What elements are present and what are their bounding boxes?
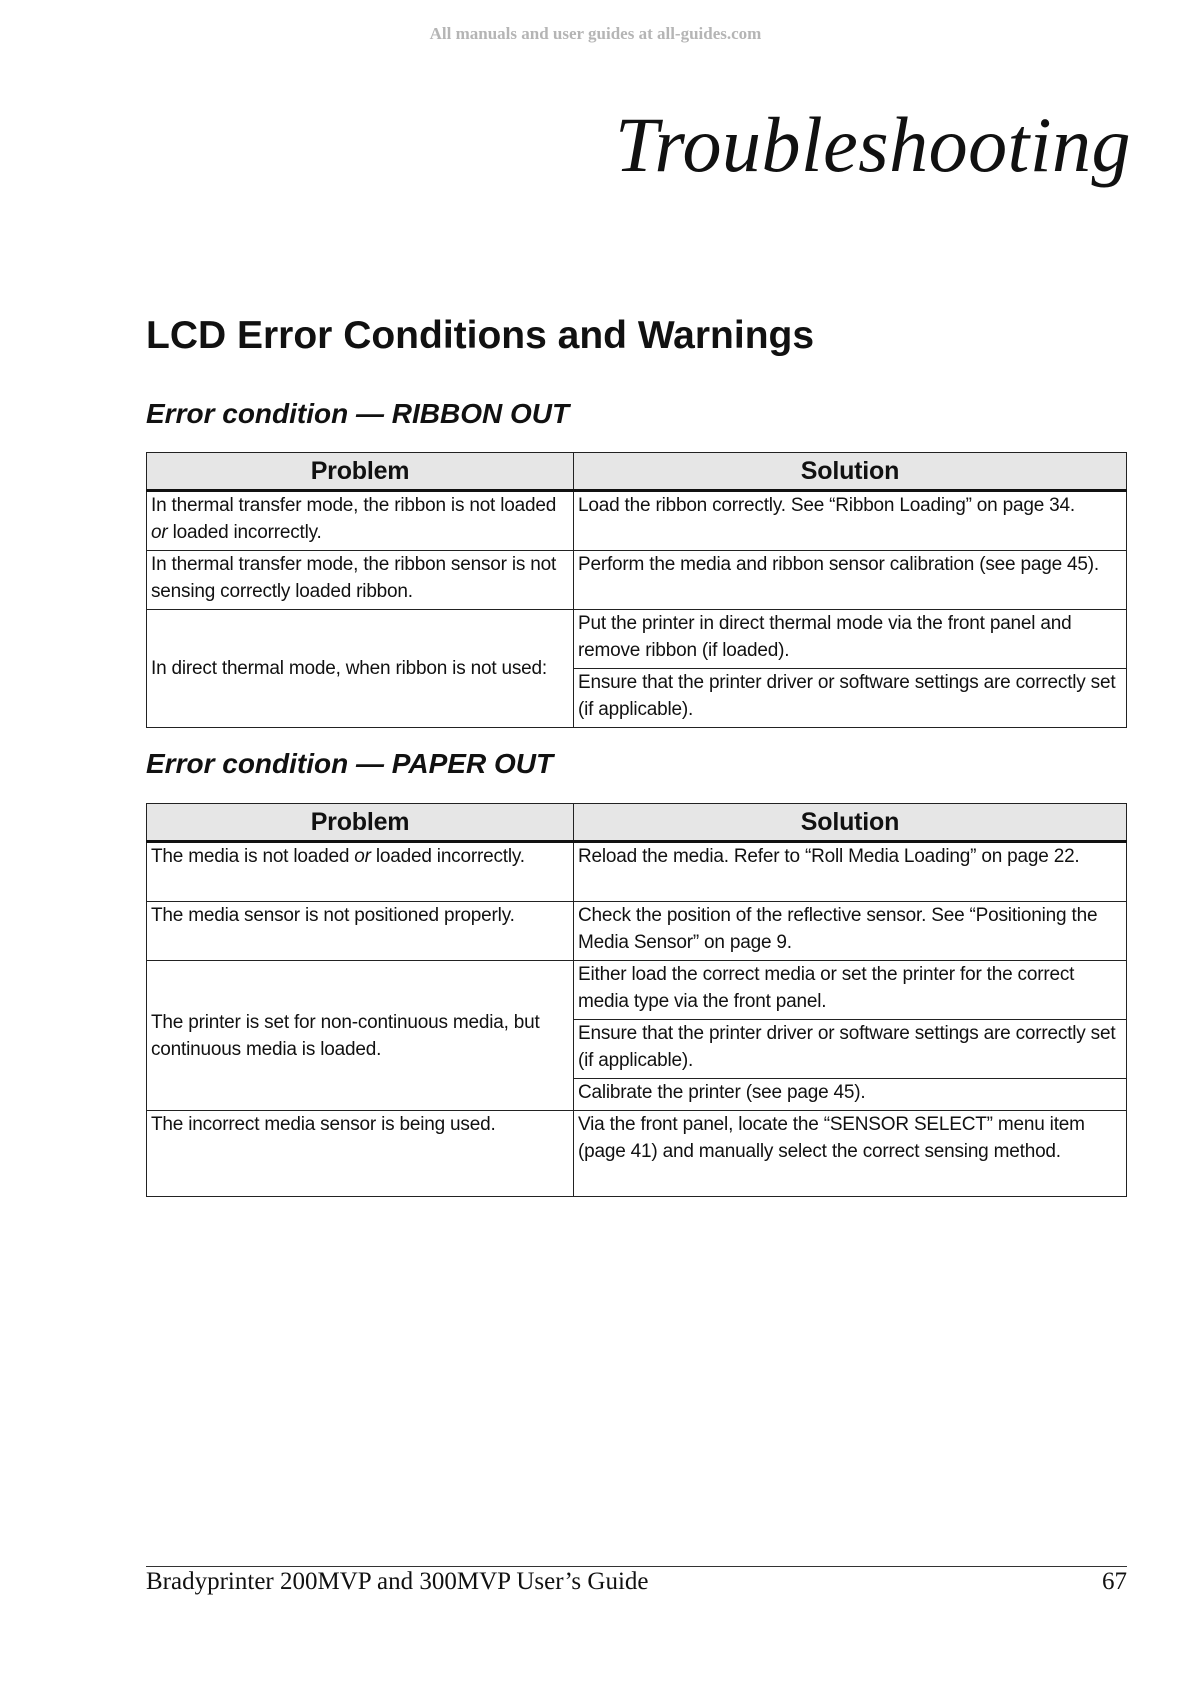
problem-text: loaded incorrectly. <box>167 522 322 543</box>
problem-cell <box>147 491 574 551</box>
problem-emphasis: or <box>151 522 168 543</box>
problem-header: Problem <box>147 804 574 842</box>
problem-cell: The printer is set for non-continuous media, but continuous media is loaded. <box>147 961 574 1111</box>
table-row <box>147 842 1127 902</box>
table-row <box>147 491 1127 551</box>
problem-emphasis: or <box>354 846 371 867</box>
solution-header: Solution <box>574 453 1127 491</box>
problem-text: loaded incorrectly. <box>370 846 525 867</box>
solution-cell: Ensure that the printer driver or software settings are correctly set (if applicable). <box>574 1020 1127 1079</box>
solution-cell: Either load the correct media or set the printer for the correct media type via the front panel. <box>574 961 1127 1020</box>
problem-cell: In thermal transfer mode, the ribbon sensor is not sensing correctly loaded ribbon. <box>147 551 574 610</box>
problem-text: The media is not loaded <box>151 846 355 867</box>
problem-text: In thermal transfer mode, the ribbon is not loaded <box>151 495 557 516</box>
ribbon-out-heading: Error condition — RIBBON OUT <box>146 398 570 429</box>
paper-out-table <box>146 803 1127 1197</box>
solution-cell: Check the position of the reflective sensor. See “Positioning the Media Sensor” on page 9. <box>574 902 1127 961</box>
paper-out-heading: Error condition — PAPER OUT <box>146 748 554 779</box>
ribbon-out-table <box>146 452 1127 728</box>
solution-cell: Calibrate the printer (see page 45). <box>574 1079 1127 1111</box>
section-title: LCD Error Conditions and Warnings <box>146 314 815 357</box>
solution-cell: Ensure that the printer driver or software settings are correctly set (if applicable). <box>574 669 1127 728</box>
solution-cell: Put the printer in direct thermal mode via the front panel and remove ribbon (if loaded). <box>574 610 1127 669</box>
footer <box>146 1568 1127 1596</box>
footer-guide-title: Bradyprinter 200MVP and 300MVP User’s Guide <box>146 1568 649 1595</box>
problem-cell: The incorrect media sensor is being used. <box>147 1111 574 1197</box>
problem-cell <box>147 842 574 902</box>
table-row <box>147 551 1127 610</box>
solution-cell: Perform the media and ribbon sensor calibration (see page 45). <box>574 551 1127 610</box>
solution-header: Solution <box>574 804 1127 842</box>
table-row <box>147 1111 1127 1197</box>
table-row <box>147 961 1127 1020</box>
table-row <box>147 902 1127 961</box>
solution-cell: Load the ribbon correctly. See “Ribbon Loading” on page 34. <box>574 491 1127 551</box>
watermark: All manuals and user guides at all-guides.com <box>429 24 762 43</box>
footer-divider <box>146 1566 1127 1567</box>
solution-cell: Via the front panel, locate the “SENSOR SELECT” menu item (page 41) and manually select the correct sensing method. <box>574 1111 1127 1197</box>
table-row <box>147 610 1127 669</box>
solution-cell: Reload the media. Refer to “Roll Media Loading” on page 22. <box>574 842 1127 902</box>
page-number: 67 <box>1102 1568 1127 1595</box>
problem-cell: In direct thermal mode, when ribbon is not used: <box>147 610 574 728</box>
problem-header: Problem <box>147 453 574 491</box>
problem-cell: The media sensor is not positioned properly. <box>147 902 574 961</box>
table-header-row <box>147 453 1127 491</box>
chapter-title: Troubleshooting <box>614 101 1131 188</box>
table-header-row <box>147 804 1127 842</box>
